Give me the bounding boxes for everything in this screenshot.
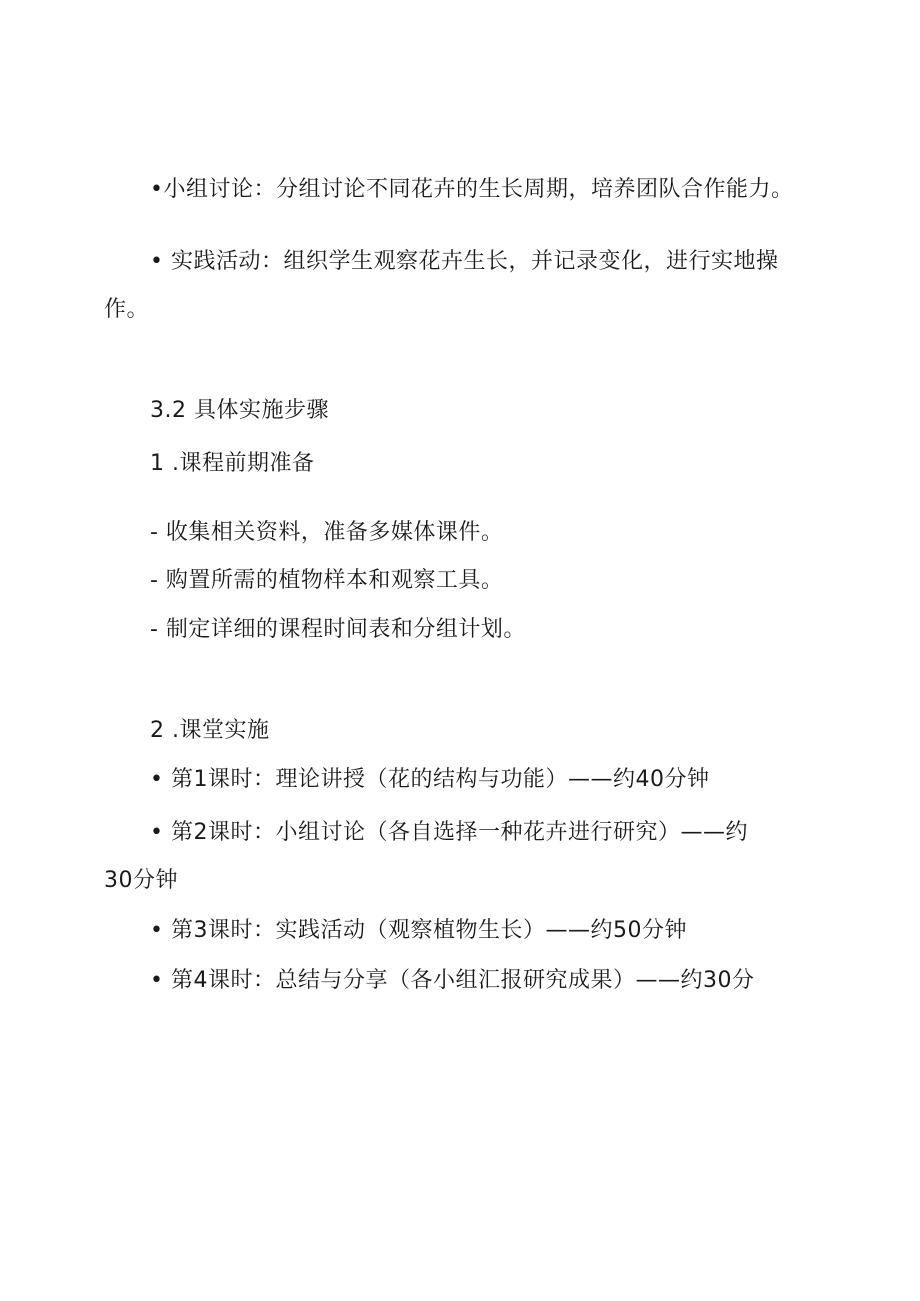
step2-title: 2 .课堂实施 [150,718,270,743]
bullet-practice-activity-line1: • 实践活动：组织学生观察花卉生长，并记录变化，进行实地操 [150,249,779,274]
bullet-practice-activity-line2: 作。 [104,297,150,322]
step1-item-1: - 收集相关资料，准备多媒体课件。 [150,520,504,545]
step1-title: 1 .课程前期准备 [150,451,315,476]
step1-item-3: - 制定详细的课程时间表和分组计划。 [150,617,526,642]
lesson-2-line1: • 第2课时：小组讨论（各自选择一种花卉进行研究）——约 [150,820,748,845]
section-heading-3-2: 3.2 具体实施步骤 [150,398,329,423]
lesson-4: • 第4课时：总结与分享（各小组汇报研究成果）——约30分 [150,968,755,993]
step1-item-2: - 购置所需的植物样本和观察工具。 [150,568,504,593]
lesson-1: • 第1课时：理论讲授（花的结构与功能）——约40分钟 [150,767,710,792]
bullet-group-discussion: •小组讨论：分组讨论不同花卉的生长周期，培养团队合作能力。 [150,177,794,202]
lesson-2-line2: 30分钟 [104,868,178,893]
lesson-3: • 第3课时：实践活动（观察植物生长）——约50分钟 [150,918,687,943]
